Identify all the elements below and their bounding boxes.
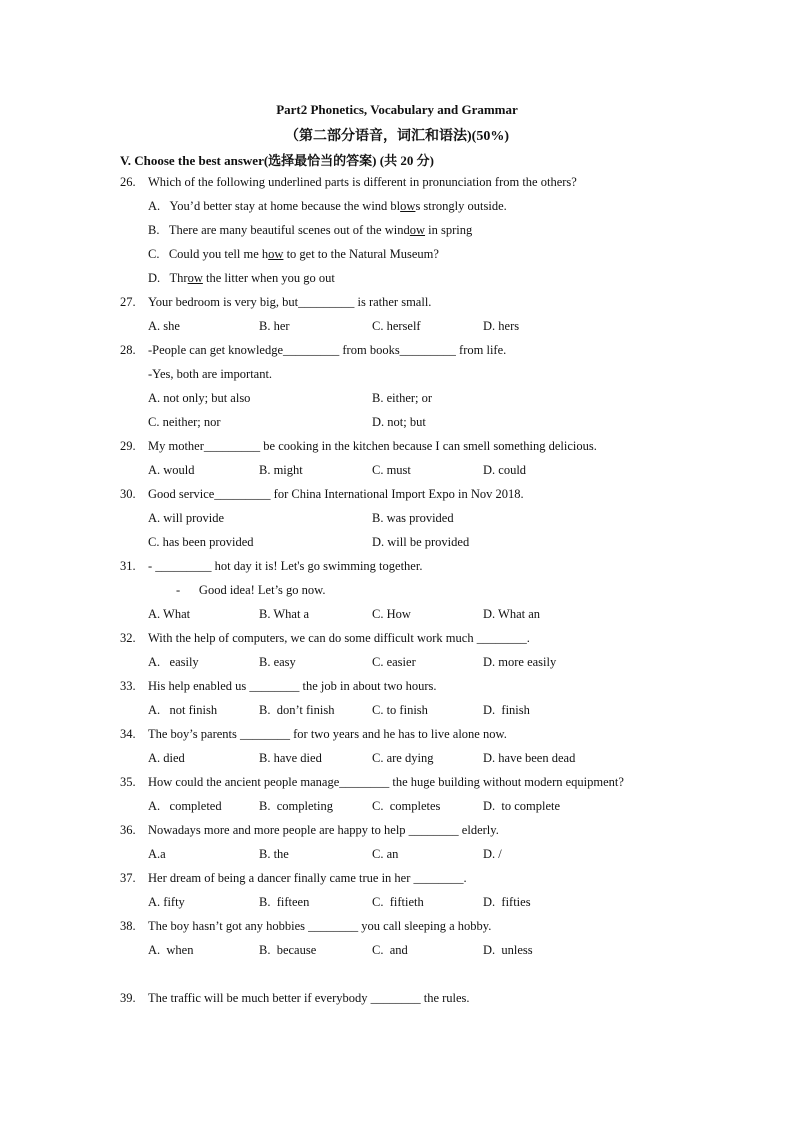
option-35-d: D. to complete xyxy=(483,799,561,813)
part-subtitle: （第二部分语音，词汇和语法)(50%) xyxy=(285,129,509,144)
underlined-part: ow xyxy=(400,199,416,213)
option-32-a: A. easily xyxy=(148,655,199,669)
option-30-a: A. will provide xyxy=(148,511,225,525)
option-31-d: D. What an xyxy=(483,607,541,621)
option-32-b: B. easy xyxy=(259,655,296,669)
option-37-b: B. fifteen xyxy=(259,895,310,909)
option-30-b: B. was provided xyxy=(372,511,454,525)
part-title: Part2 Phonetics, Vocabulary and Grammar xyxy=(276,102,518,117)
question-28: 28. -People can get knowledge_________ from books_________ from life. xyxy=(120,343,507,357)
option-38-c: C. and xyxy=(372,943,408,957)
option-33-c: C. to finish xyxy=(372,703,428,717)
option-26-c: C. Could you tell me how to get to the Natural Museum? xyxy=(148,247,439,261)
question-number: 26. xyxy=(120,175,136,189)
option-36-b: B. the xyxy=(259,847,289,861)
section-heading: V. Choose the best answer(选择最恰当的答案) (共 20 分) xyxy=(120,153,434,168)
option-38-d: D. unless xyxy=(483,943,533,957)
underlined-part: ow xyxy=(268,247,284,261)
option-32-d: D. more easily xyxy=(483,655,557,669)
option-29-b: B. might xyxy=(259,463,303,477)
option-27-d: D. hers xyxy=(483,319,520,333)
option-37-a: A. fifty xyxy=(148,895,185,909)
question-33: 33. His help enabled us ________ the job in about two hours. xyxy=(120,679,437,693)
option-35-b: B. completing xyxy=(259,799,333,813)
question-35: 35. How could the ancient people manage________ the huge building without modern equipment? xyxy=(120,775,624,789)
option-35-c: C. completes xyxy=(372,799,441,813)
question-29: 29. My mother_________ be cooking in the kitchen because I can smell something delicious. xyxy=(120,439,597,453)
option-29-d: D. could xyxy=(483,463,527,477)
option-26-d: D. Throw the litter when you go out xyxy=(148,271,335,285)
option-34-a: A. died xyxy=(148,751,185,765)
option-29-c: C. must xyxy=(372,463,411,477)
question-34: 34. The boy’s parents ________ for two years and he has to live alone now. xyxy=(120,727,507,741)
option-36-a: A.a xyxy=(148,847,166,861)
option-28-c: C. neither; nor xyxy=(148,415,221,429)
option-31-a: A. What xyxy=(148,607,191,621)
option-30-d: D. will be provided xyxy=(372,535,470,549)
option-33-d: D. finish xyxy=(483,703,530,717)
question-text: Which of the following underlined parts is different in pronunciation from the others? xyxy=(148,175,577,189)
underlined-part: ow xyxy=(187,271,203,285)
option-28-d: D. not; but xyxy=(372,415,426,429)
option-33-b: B. don’t finish xyxy=(259,703,335,717)
option-34-d: D. have been dead xyxy=(483,751,576,765)
option-30-c: C. has been provided xyxy=(148,535,254,549)
question-32: 32. With the help of computers, we can do some difficult work much ________. xyxy=(120,631,530,645)
option-38-a: A. when xyxy=(148,943,194,957)
option-38-b: B. because xyxy=(259,943,317,957)
underlined-part: ow xyxy=(409,223,426,237)
option-27-c: C. herself xyxy=(372,319,421,333)
option-28-b: B. either; or xyxy=(372,391,433,405)
option-31-b: B. What a xyxy=(259,607,310,621)
option-36-d: D. / xyxy=(483,847,502,861)
question-39: 39. The traffic will be much better if everybody ________ the rules. xyxy=(120,991,470,1005)
question-31-reply: - Good idea! Let’s go now. xyxy=(176,583,326,597)
option-31-c: C. How xyxy=(372,607,411,621)
question-28-reply: -Yes, both are important. xyxy=(148,367,273,381)
option-35-a: A. completed xyxy=(148,799,222,813)
question-37: 37. Her dream of being a dancer finally came true in her ________. xyxy=(120,871,467,885)
option-32-c: C. easier xyxy=(372,655,416,669)
question-38: 38. The boy hasn’t got any hobbies ________ you call sleeping a hobby. xyxy=(120,919,492,933)
option-37-d: D. fifties xyxy=(483,895,531,909)
option-26-a: A. You’d better stay at home because the wind blows strongly outside. xyxy=(148,199,507,213)
question-36: 36. Nowadays more and more people are happy to help ________ elderly. xyxy=(120,823,499,837)
question-30: 30. Good service_________ for China International Import Expo in Nov 2018. xyxy=(120,487,524,501)
question-27: 27. Your bedroom is very big, but_________ is rather small. xyxy=(120,295,432,309)
question-26 xyxy=(120,175,577,190)
option-36-c: C. an xyxy=(372,847,399,861)
option-34-b: B. have died xyxy=(259,751,322,765)
option-27-a: A. she xyxy=(148,319,180,333)
option-29-a: A. would xyxy=(148,463,195,477)
option-33-a: A. not finish xyxy=(148,703,218,717)
option-27-b: B. her xyxy=(259,319,290,333)
option-37-c: C. fiftieth xyxy=(372,895,424,909)
option-26-b: B. There are many beautiful scenes out of the window in spring xyxy=(148,223,473,237)
option-34-c: C. are dying xyxy=(372,751,434,765)
question-31: 31. - _________ hot day it is! Let's go swimming together. xyxy=(120,559,423,573)
option-28-a: A. not only; but also xyxy=(148,391,251,405)
